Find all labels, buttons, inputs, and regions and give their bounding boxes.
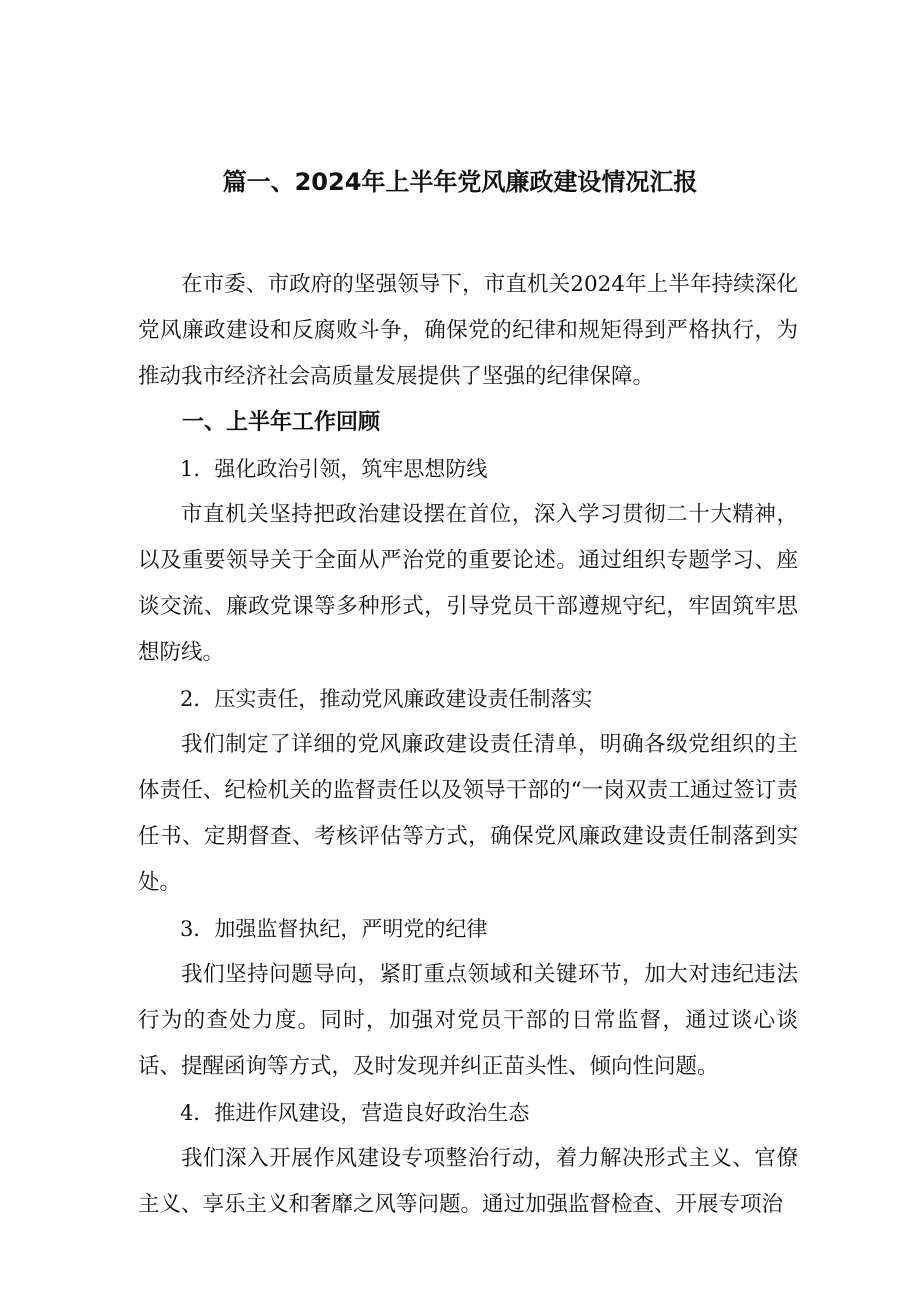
document-body <box>138 262 798 1228</box>
item1-heading: 1．强化政治引领，筑牢思想防线 <box>180 457 488 481</box>
item3-paragraph: 我们坚持问题导向，紧盯重点领域和关键环节，加大对违纪违法行为的查处力度。同时，加强对党员干部的日常监督，通过谈心谈话、提醒函询等方式，及时发现并纠正苗头性、倾向性问题。 <box>138 962 798 1079</box>
item4-paragraph: 我们深入开展作风建设专项整治行动，着力解决形式主义、官僚主义、享乐主义和奢靡之风等问题。通过加强监督检查、开展专项治 <box>138 1146 798 1217</box>
item2-paragraph: 我们制定了详细的党风廉政建设责任清单，明确各级党组织的主体责任、纪检机关的监督责任以及领导干部的“一岗双责工通过签订责任书、定期督查、考核评估等方式，确保党风廉政建设责任制落到实处。 <box>138 732 798 895</box>
section-heading: 一、上半年工作回顾 <box>182 410 381 435</box>
item3-heading: 3．加强监督执纪，严明党的纪律 <box>180 917 488 941</box>
intro-paragraph: 在市委、市政府的坚强领导下，市直机关2024年上半年持续深化党风廉政建设和反腐败斗争，确保党的纪律和规矩得到严格执行，为推动我市经济社会高质量发展提供了坚强的纪律保障。 <box>138 272 798 389</box>
item4-heading: 4．推进作风建设，营造良好政治生态 <box>180 1101 530 1125</box>
document-title: 篇一、2024年上半年党风廉政建设情况汇报 <box>222 168 698 196</box>
item2-heading: 2．压实责任，推动党风廉政建设责任制落实 <box>180 687 593 711</box>
item1-paragraph: 市直机关坚持把政治建设摆在首位，深入学习贯彻二十大精神，以及重要领导关于全面从严治党的重要论述。通过组织专题学习、座谈交流、廉政党课等多种形式，引导党员干部遵规守纪，牢固筑牢思想防线。 <box>138 502 798 665</box>
